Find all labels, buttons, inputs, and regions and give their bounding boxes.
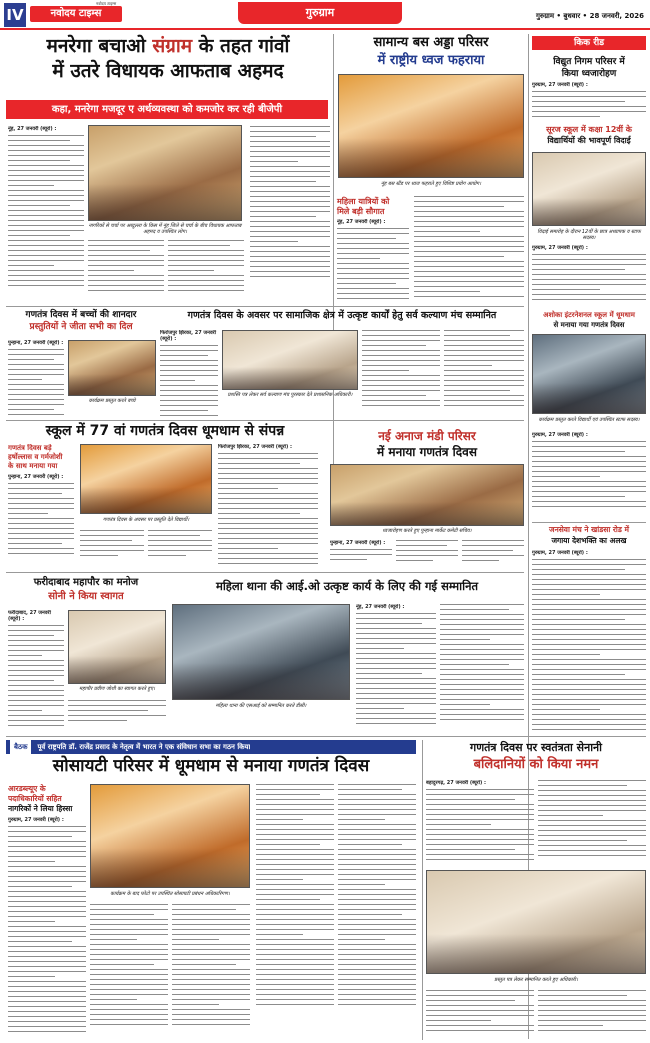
kick-read-label: किक रीड — [532, 36, 646, 50]
ashoka-headline-line2: से मनाया गया गणतंत्र दिवस — [553, 321, 625, 329]
children-headline-line1: गणतंत्र दिवस में बच्चों की शानदार — [25, 310, 137, 320]
freedom-dateline: बहादुरगढ़, 27 जनवरी (ब्यूरो) : — [426, 780, 487, 786]
social-headline: गणतंत्र दिवस के अवसर पर सामाजिक क्षेत्र में उत्कृष्ट कार्यों हेतु सर्व कल्याण मंच सम्मानित — [187, 310, 497, 321]
grain-text-col3 — [462, 540, 524, 568]
lead-text-col1 — [8, 126, 84, 300]
row-rule-1 — [6, 306, 524, 307]
lead-subhead: कहा, मनरेगा मजदूर ए अर्थव्यवस्था को कमजोर कर रही बीजेपी — [6, 100, 328, 119]
bus-caption: नूंह बस स्टैंड पर ध्वज फहराते हुए विशिष्ट प्रयोग आयोग। — [380, 181, 482, 187]
freedom-text-col1 — [426, 780, 534, 866]
paper-logo: नवोदय टाइम्स — [30, 6, 122, 22]
grain-headline-line2: में मनाया गणतंत्र दिवस — [377, 445, 477, 459]
bus-headline-line1: सामान्य बस अड्डा परिसर — [373, 35, 489, 50]
column-rule — [333, 34, 334, 474]
rwa-dateline: गुरुग्राम, 27 जनवरी (ब्यूरो) : — [8, 817, 64, 823]
lead-text-col3 — [168, 240, 244, 302]
mayor-dateline: फरीदाबाद, 27 जनवरी (ब्यूरो) : — [8, 610, 51, 622]
lead-headline-highlight: संग्राम — [152, 35, 193, 57]
society-kicker-band — [6, 740, 416, 754]
ashoka-headline-line1: अशोका इंटरनेशनल स्कूल में धूमधाम — [543, 311, 635, 319]
grain-text-col2 — [396, 540, 458, 568]
mayor-caption: महापौर प्रवीण जोशी का स्वागत करते हुए। — [79, 686, 155, 692]
rwa-headline-line3: नागरिकों ने लिया हिस्सा — [8, 804, 73, 813]
row-rule-3 — [6, 572, 524, 573]
freedom-photo — [426, 870, 646, 974]
freedom-text-col3 — [426, 990, 534, 1038]
society-caption: कार्यक्रम के बाद फोटो पर उपस्थित सोसायटी प्रबंधन अधिकारिगण। — [110, 891, 230, 897]
ashoka-text — [532, 432, 646, 518]
social-dateline: फिरोजपुर झिरका, 27 जनवरी (ब्यूरो) : — [160, 330, 217, 342]
children-caption: कार्यक्रम प्रस्तुत करते बच्चे — [88, 398, 136, 404]
brief-title2: हर्षोल्लास व गर्मजोशी — [8, 453, 63, 461]
ashoka-dateline: गुरुग्राम, 27 जनवरी (ब्यूरो) : — [532, 432, 588, 438]
freedom-headline-line2: बलिदानियों को किया नमन — [473, 757, 599, 772]
lead-headline-part2: के तहत गांवों — [192, 35, 290, 57]
r77-caption: गणतंत्र दिवस के अवसर पर प्रस्तुति देते विद्यार्थी। — [102, 517, 190, 523]
page-number: IV — [4, 3, 26, 27]
mayor-headline-line1: फरीदाबाद महापौर का मनोज — [33, 577, 139, 588]
bus-headline-line2: में राष्ट्रीय ध्वज फहराया — [377, 53, 485, 68]
sun-headline-line2: विद्यार्थियों की भावपूर्ण विदाई — [547, 136, 631, 145]
kick-text — [532, 82, 646, 120]
freedom-text-col4 — [538, 990, 646, 1038]
rwa-box — [8, 784, 86, 1036]
women-text — [337, 219, 409, 303]
r77-dateline: फिरोजपुर झिरका, 27 जनवरी (ब्यूरो) : — [218, 444, 292, 450]
social-photo — [222, 330, 358, 390]
lead-photo — [88, 125, 242, 221]
sun-photo — [532, 152, 646, 226]
society-kicker-label: बैठक — [10, 740, 31, 754]
brief-title3: के साथ मनाया गया — [8, 462, 58, 470]
lead-dateline: नूंह, 27 जनवरी (ब्यूरो) : — [8, 126, 57, 132]
kick-dateline: गुरुग्राम, 27 जनवरी (ब्यूरो) : — [532, 82, 588, 88]
rwa-headline-line2: पदाधिकारियों सहित — [8, 794, 62, 803]
social-text-col2 — [362, 330, 440, 418]
women-headline-line2: मिले बड़ी सौगात — [337, 207, 385, 216]
social-text-col1 — [160, 330, 218, 418]
lead-headline — [8, 36, 328, 57]
dateline: गुरुग्राम • बुधवार • 28 जनवरी, 2026 — [535, 12, 644, 20]
brief-title: गणतंत्र दिवस बड़े — [8, 444, 52, 452]
row-rule-4 — [6, 736, 646, 737]
grain-caption: ध्वजारोहण करते हुए पुन्हाना मार्केट कमेटी सचिव। — [382, 528, 472, 534]
children-text-col1 — [8, 340, 64, 418]
brief-dateline: पुन्हाना, 27 जनवरी (ब्यूरो) : — [8, 474, 64, 480]
lead-headline-line2: में उतरे विधायक आफताब अहमद — [52, 60, 284, 82]
freedom-text-col2 — [538, 780, 646, 866]
society-kicker-text: पूर्व राष्ट्रपति डॉ. राजेंद्र प्रसाद के नेतृत्व में भारत ने एक संविधान सभा का गठन किया — [37, 743, 251, 751]
ashoka-photo — [532, 334, 646, 414]
rwa-headline-line1: आरडब्ल्यूए के — [8, 784, 46, 793]
police-headline: महिला थाना की आई.ओ उत्कृष्ट कार्य के लिए की गई सम्मानित — [215, 579, 479, 593]
society-text-col3 — [256, 784, 334, 1036]
r77-text-col3 — [218, 444, 318, 566]
grain-headline-line1: नई अनाज मंडी परिसर — [378, 429, 476, 443]
police-dateline: नूंह, 27 जनवरी (ब्यूरो) : — [356, 604, 405, 610]
sun-dateline: गुरुग्राम, 27 जनवरी (ब्यूरो) : — [532, 245, 588, 251]
children-headline-line2: प्रस्तुतियों ने जीता सभी का दिल — [29, 322, 133, 332]
r77-text-col1 — [80, 530, 144, 566]
lead-text-col4 — [250, 126, 330, 302]
mayor-text-col1 — [8, 610, 64, 730]
jansewa-headline-line1: जनसेवा मंच ने खांडसा रोड में — [549, 525, 629, 534]
society-headline: सोसायटी परिसर में धूमधाम से मनाया गणतंत्र दिवस — [52, 756, 370, 776]
women-dateline: नूंह, 27 जनवरी (ब्यूरो) : — [337, 219, 386, 225]
freedom-headline-line1: गणतंत्र दिवस पर स्वतंत्रता सेनानी — [470, 741, 602, 754]
lead-text-col2 — [88, 240, 164, 302]
society-text-col1 — [90, 904, 168, 1036]
women-text-col2 — [414, 196, 524, 302]
police-caption: महिला थाना की एसआई को सम्मानित करते डीसी। — [215, 703, 307, 709]
children-photo — [68, 340, 156, 396]
r77-headline: स्कूल में 77 वां गणतंत्र दिवस धूमधाम से संपन्न — [45, 423, 285, 439]
society-photo — [90, 784, 250, 888]
r77-photo — [80, 444, 212, 514]
mayor-headline-line2: सोनी ने किया स्वागत — [48, 591, 124, 602]
lead-caption: नागरिकों से चर्चा पर अब्दुल्ला के किस में नूंह जिले से चर्चा के बीच विधायक आफताब अहमद व उपस्थित लोग। — [88, 223, 242, 235]
grain-dateline: पुन्हाना, 27 जनवरी (ब्यूरो) : — [330, 540, 386, 546]
police-photo — [172, 604, 350, 700]
police-text-col1 — [356, 604, 436, 730]
grain-text-col1 — [330, 540, 392, 568]
society-text-col2 — [172, 904, 250, 1036]
right-rule — [532, 522, 646, 523]
r77-text-col2 — [148, 530, 212, 566]
society-text-col4 — [338, 784, 416, 1036]
masthead-rule — [0, 28, 650, 30]
city-banner: गुरुग्राम — [238, 2, 402, 24]
jansewa-dateline: गुरुग्राम, 27 जनवरी (ब्यूरो) : — [532, 550, 588, 556]
brief-box — [8, 444, 74, 562]
sun-headline-line1: सूरज स्कूल में कक्षा 12वीं के — [546, 125, 632, 134]
paper-small-label: नवोदय टाइम्स — [96, 1, 117, 6]
bus-photo — [338, 74, 524, 178]
mayor-photo — [68, 610, 166, 684]
children-dateline: पुन्हाना, 27 जनवरी (ब्यूरो) : — [8, 340, 64, 346]
grain-photo — [330, 464, 524, 526]
lead-headline-part1: मनरेगा बचाओ — [46, 35, 153, 57]
masthead — [0, 0, 650, 30]
row-rule-2 — [6, 420, 524, 421]
sun-text — [532, 245, 646, 307]
social-caption: प्रशस्ति पत्र लेकर सर्व कल्याण मंच पुरस्कार देते प्रशासनिक अधिकारी। — [227, 392, 353, 398]
social-text-col3 — [444, 330, 524, 418]
jansewa-headline-line2: जगाया देशभक्ति का अलख — [551, 536, 627, 545]
sun-caption: विदाई समारोह के दौरान 12वीं के छात्र अध्यापक व स्टाफ सदस्य। — [537, 229, 641, 241]
ashoka-caption: कार्यक्रम प्रस्तुत करते विद्यार्थी एवं उपस्थित स्टाफ सदस्य। — [538, 417, 640, 423]
women-headline-line1: महिला यात्रियों को — [337, 197, 390, 206]
mayor-text-col2 — [68, 700, 166, 730]
kick-headline-line2: किया ध्वजारोहण — [561, 69, 617, 79]
freedom-caption: प्रस्तुत पत्र लेकर सम्मानित करते हुए अधिकारी। — [494, 977, 578, 983]
jansewa-text — [532, 550, 646, 730]
column-rule-bottom — [422, 740, 423, 1040]
police-text-col2 — [440, 604, 524, 730]
kick-headline-line1: विद्युत निगम परिसर में — [553, 57, 625, 67]
